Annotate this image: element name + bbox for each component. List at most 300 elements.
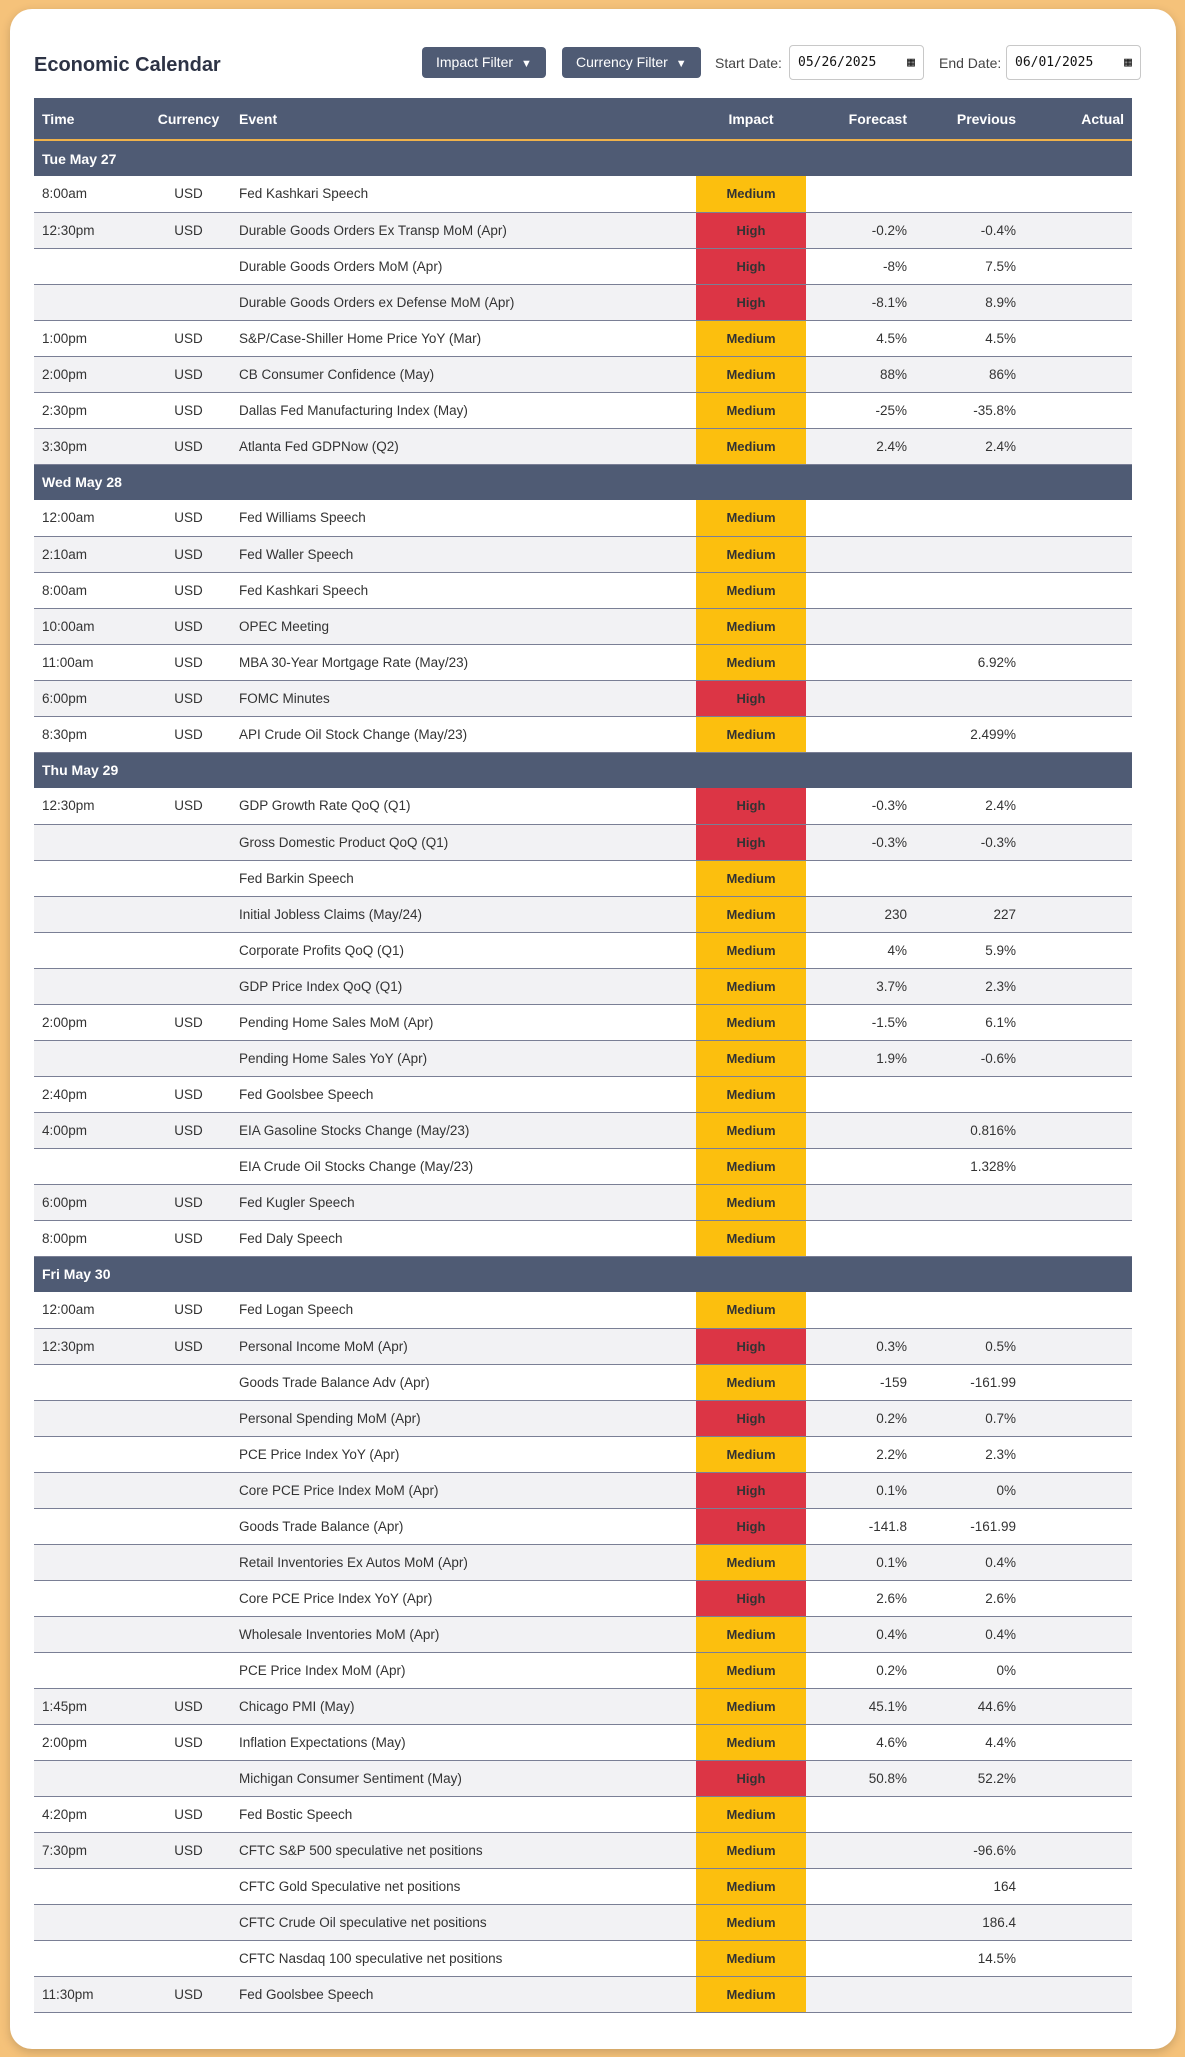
table-row[interactable] xyxy=(34,320,1132,356)
event-previous: -35.8% xyxy=(915,392,1024,428)
event-impact: High xyxy=(696,1328,806,1364)
event-actual xyxy=(1024,1292,1132,1328)
event-time: 12:00am xyxy=(34,500,146,536)
event-impact: Medium xyxy=(696,1904,806,1940)
table-row[interactable] xyxy=(34,1904,1132,1940)
event-previous: 86% xyxy=(915,356,1024,392)
table-row[interactable] xyxy=(34,932,1132,968)
event-name: Fed Kugler Speech xyxy=(231,1184,696,1220)
day-header-row xyxy=(34,140,1132,176)
event-previous: 2.3% xyxy=(915,968,1024,1004)
table-row[interactable] xyxy=(34,1688,1132,1724)
event-previous: 52.2% xyxy=(915,1760,1024,1796)
event-time xyxy=(34,1400,146,1436)
event-time: 10:00am xyxy=(34,608,146,644)
col-currency: Currency xyxy=(146,98,231,140)
event-actual xyxy=(1024,1472,1132,1508)
event-previous: -161.99 xyxy=(915,1364,1024,1400)
event-name: MBA 30-Year Mortgage Rate (May/23) xyxy=(231,644,696,680)
table-row[interactable] xyxy=(34,1796,1132,1832)
event-previous: 0% xyxy=(915,1472,1024,1508)
event-currency xyxy=(146,1508,231,1544)
event-forecast xyxy=(806,1076,915,1112)
event-previous xyxy=(915,176,1024,212)
event-time xyxy=(34,860,146,896)
event-name: Fed Williams Speech xyxy=(231,500,696,536)
event-forecast: 4.6% xyxy=(806,1724,915,1760)
table-row[interactable] xyxy=(34,1616,1132,1652)
event-name: Fed Daly Speech xyxy=(231,1220,696,1256)
event-name: EIA Gasoline Stocks Change (May/23) xyxy=(231,1112,696,1148)
event-currency xyxy=(146,1868,231,1904)
event-name: CFTC Gold Speculative net positions xyxy=(231,1868,696,1904)
event-forecast: 0.2% xyxy=(806,1400,915,1436)
event-name: PCE Price Index YoY (Apr) xyxy=(231,1436,696,1472)
table-row[interactable] xyxy=(34,824,1132,860)
event-time: 11:00am xyxy=(34,644,146,680)
event-actual xyxy=(1024,1760,1132,1796)
event-previous: 186.4 xyxy=(915,1904,1024,1940)
event-currency xyxy=(146,1472,231,1508)
table-row[interactable] xyxy=(34,176,1132,212)
event-currency: USD xyxy=(146,608,231,644)
event-impact: Medium xyxy=(696,1868,806,1904)
event-time: 2:30pm xyxy=(34,392,146,428)
event-forecast: -141.8 xyxy=(806,1508,915,1544)
col-event: Event xyxy=(231,98,696,140)
event-previous xyxy=(915,500,1024,536)
event-actual xyxy=(1024,536,1132,572)
event-impact: Medium xyxy=(696,1148,806,1184)
table-row[interactable] xyxy=(34,1220,1132,1256)
event-previous xyxy=(915,608,1024,644)
event-impact: Medium xyxy=(696,1616,806,1652)
event-forecast xyxy=(806,680,915,716)
table-row[interactable] xyxy=(34,356,1132,392)
event-actual xyxy=(1024,500,1132,536)
event-previous xyxy=(915,1976,1024,2012)
event-currency: USD xyxy=(146,428,231,464)
event-forecast: 2.6% xyxy=(806,1580,915,1616)
event-actual xyxy=(1024,1436,1132,1472)
event-time: 8:00am xyxy=(34,572,146,608)
event-impact: Medium xyxy=(696,1220,806,1256)
event-name: Fed Kashkari Speech xyxy=(231,176,696,212)
event-name: PCE Price Index MoM (Apr) xyxy=(231,1652,696,1688)
event-time: 8:00pm xyxy=(34,1220,146,1256)
event-time xyxy=(34,1760,146,1796)
end-date-input[interactable] xyxy=(1006,45,1141,80)
event-forecast xyxy=(806,1148,915,1184)
event-time xyxy=(34,1364,146,1400)
table-row[interactable] xyxy=(34,392,1132,428)
table-body xyxy=(34,140,1132,2012)
event-time: 2:10am xyxy=(34,536,146,572)
table-header-row xyxy=(34,98,1132,140)
event-name: Fed Waller Speech xyxy=(231,536,696,572)
event-forecast xyxy=(806,860,915,896)
calendar-icon[interactable]: ▦ xyxy=(907,55,915,70)
event-previous: 2.499% xyxy=(915,716,1024,752)
table-row[interactable] xyxy=(34,1724,1132,1760)
event-name: Personal Income MoM (Apr) xyxy=(231,1328,696,1364)
event-actual xyxy=(1024,644,1132,680)
event-actual xyxy=(1024,392,1132,428)
event-name: CB Consumer Confidence (May) xyxy=(231,356,696,392)
event-time: 12:30pm xyxy=(34,1328,146,1364)
event-forecast xyxy=(806,1220,915,1256)
event-currency xyxy=(146,1940,231,1976)
economic-calendar-table xyxy=(34,98,1132,2013)
event-time xyxy=(34,1580,146,1616)
table-row[interactable] xyxy=(34,1400,1132,1436)
table-row[interactable] xyxy=(34,1148,1132,1184)
event-time xyxy=(34,896,146,932)
table-row[interactable] xyxy=(34,1508,1132,1544)
event-currency xyxy=(146,824,231,860)
event-impact: Medium xyxy=(696,1040,806,1076)
event-impact: Medium xyxy=(696,1652,806,1688)
event-actual xyxy=(1024,1868,1132,1904)
table-row[interactable] xyxy=(34,1292,1132,1328)
table-row[interactable] xyxy=(34,860,1132,896)
event-forecast xyxy=(806,500,915,536)
event-actual xyxy=(1024,248,1132,284)
event-impact: High xyxy=(696,1400,806,1436)
event-forecast: -0.3% xyxy=(806,824,915,860)
table-row[interactable] xyxy=(34,1760,1132,1796)
event-impact: High xyxy=(696,248,806,284)
event-currency: USD xyxy=(146,1796,231,1832)
event-currency xyxy=(146,1760,231,1796)
event-actual xyxy=(1024,320,1132,356)
event-currency: USD xyxy=(146,320,231,356)
table-row[interactable] xyxy=(34,284,1132,320)
event-actual xyxy=(1024,1112,1132,1148)
event-impact: Medium xyxy=(696,392,806,428)
event-currency: USD xyxy=(146,788,231,824)
event-time xyxy=(34,1904,146,1940)
table-row[interactable] xyxy=(34,1364,1132,1400)
event-name: Goods Trade Balance Adv (Apr) xyxy=(231,1364,696,1400)
event-forecast xyxy=(806,716,915,752)
event-time xyxy=(34,1508,146,1544)
event-impact: High xyxy=(696,1508,806,1544)
event-time xyxy=(34,284,146,320)
event-time: 1:00pm xyxy=(34,320,146,356)
event-name: Pending Home Sales YoY (Apr) xyxy=(231,1040,696,1076)
event-forecast xyxy=(806,1184,915,1220)
table-row[interactable] xyxy=(34,896,1132,932)
table-row[interactable] xyxy=(34,716,1132,752)
event-currency: USD xyxy=(146,1220,231,1256)
event-actual xyxy=(1024,824,1132,860)
table-row[interactable] xyxy=(34,1472,1132,1508)
event-actual xyxy=(1024,788,1132,824)
event-impact: Medium xyxy=(696,716,806,752)
table-row[interactable] xyxy=(34,1652,1132,1688)
event-time xyxy=(34,248,146,284)
event-actual xyxy=(1024,1688,1132,1724)
event-forecast: -159 xyxy=(806,1364,915,1400)
event-name: OPEC Meeting xyxy=(231,608,696,644)
day-header-row xyxy=(34,464,1132,500)
event-impact: Medium xyxy=(696,1724,806,1760)
event-forecast xyxy=(806,608,915,644)
event-name: EIA Crude Oil Stocks Change (May/23) xyxy=(231,1148,696,1184)
table-row[interactable] xyxy=(34,608,1132,644)
event-impact: High xyxy=(696,1760,806,1796)
table-row[interactable] xyxy=(34,1328,1132,1364)
event-time: 11:30pm xyxy=(34,1976,146,2012)
event-currency: USD xyxy=(146,212,231,248)
event-time: 4:20pm xyxy=(34,1796,146,1832)
table-row[interactable] xyxy=(34,1976,1132,2012)
event-previous: 4.5% xyxy=(915,320,1024,356)
event-actual xyxy=(1024,428,1132,464)
calendar-icon[interactable]: ▦ xyxy=(1124,55,1132,70)
event-forecast: 2.4% xyxy=(806,428,915,464)
event-forecast: -1.5% xyxy=(806,1004,915,1040)
event-impact: Medium xyxy=(696,860,806,896)
event-actual xyxy=(1024,1832,1132,1868)
event-impact: Medium xyxy=(696,1976,806,2012)
event-currency xyxy=(146,1652,231,1688)
table-row[interactable] xyxy=(34,968,1132,1004)
event-previous: 2.4% xyxy=(915,428,1024,464)
table-row[interactable] xyxy=(34,1184,1132,1220)
event-previous xyxy=(915,1220,1024,1256)
event-forecast xyxy=(806,644,915,680)
event-previous: 164 xyxy=(915,1868,1024,1904)
event-time: 2:00pm xyxy=(34,1724,146,1760)
table-row[interactable] xyxy=(34,1580,1132,1616)
event-name: GDP Growth Rate QoQ (Q1) xyxy=(231,788,696,824)
event-time xyxy=(34,1652,146,1688)
event-actual xyxy=(1024,1544,1132,1580)
event-actual xyxy=(1024,608,1132,644)
start-date-value: 05/26/2025 xyxy=(798,55,877,70)
event-impact: High xyxy=(696,284,806,320)
event-previous xyxy=(915,1076,1024,1112)
event-actual xyxy=(1024,1976,1132,2012)
event-previous: 0.4% xyxy=(915,1616,1024,1652)
event-time xyxy=(34,1868,146,1904)
event-forecast xyxy=(806,1868,915,1904)
event-currency xyxy=(146,284,231,320)
event-name: Durable Goods Orders Ex Transp MoM (Apr) xyxy=(231,212,696,248)
event-impact: Medium xyxy=(696,1112,806,1148)
event-forecast: 0.4% xyxy=(806,1616,915,1652)
event-name: Corporate Profits QoQ (Q1) xyxy=(231,932,696,968)
event-previous: 227 xyxy=(915,896,1024,932)
event-name: Dallas Fed Manufacturing Index (May) xyxy=(231,392,696,428)
event-previous xyxy=(915,1184,1024,1220)
event-impact: Medium xyxy=(696,1292,806,1328)
event-name: CFTC Crude Oil speculative net positions xyxy=(231,1904,696,1940)
event-name: Michigan Consumer Sentiment (May) xyxy=(231,1760,696,1796)
event-forecast xyxy=(806,1292,915,1328)
table-row[interactable] xyxy=(34,1940,1132,1976)
event-impact: Medium xyxy=(696,1004,806,1040)
table-row[interactable] xyxy=(34,1112,1132,1148)
event-name: Fed Barkin Speech xyxy=(231,860,696,896)
event-name: Personal Spending MoM (Apr) xyxy=(231,1400,696,1436)
event-impact: Medium xyxy=(696,1076,806,1112)
event-impact: Medium xyxy=(696,356,806,392)
event-actual xyxy=(1024,1724,1132,1760)
event-name: Fed Bostic Speech xyxy=(231,1796,696,1832)
event-previous: -0.6% xyxy=(915,1040,1024,1076)
event-actual xyxy=(1024,860,1132,896)
event-impact: High xyxy=(696,1580,806,1616)
start-date-input[interactable] xyxy=(789,45,924,80)
event-name: Durable Goods Orders MoM (Apr) xyxy=(231,248,696,284)
event-previous: 2.4% xyxy=(915,788,1024,824)
event-previous: -96.6% xyxy=(915,1832,1024,1868)
table-row[interactable] xyxy=(34,572,1132,608)
event-name: CFTC Nasdaq 100 speculative net positions xyxy=(231,1940,696,1976)
table-row[interactable] xyxy=(34,1040,1132,1076)
event-currency: USD xyxy=(146,1832,231,1868)
event-impact: Medium xyxy=(696,1364,806,1400)
event-forecast xyxy=(806,572,915,608)
event-forecast xyxy=(806,536,915,572)
event-currency xyxy=(146,1544,231,1580)
event-previous xyxy=(915,536,1024,572)
event-actual xyxy=(1024,1004,1132,1040)
event-actual xyxy=(1024,968,1132,1004)
event-impact: Medium xyxy=(696,896,806,932)
table-row[interactable] xyxy=(34,428,1132,464)
table-row[interactable] xyxy=(34,1436,1132,1472)
event-name: Goods Trade Balance (Apr) xyxy=(231,1508,696,1544)
event-previous xyxy=(915,860,1024,896)
event-forecast: 45.1% xyxy=(806,1688,915,1724)
event-actual xyxy=(1024,932,1132,968)
impact-filter-button[interactable] xyxy=(422,47,546,78)
end-date-value: 06/01/2025 xyxy=(1015,55,1094,70)
event-currency: USD xyxy=(146,1328,231,1364)
table-row[interactable] xyxy=(34,536,1132,572)
event-previous: -0.4% xyxy=(915,212,1024,248)
table-row[interactable] xyxy=(34,788,1132,824)
event-currency: USD xyxy=(146,1976,231,2012)
event-time: 2:00pm xyxy=(34,1004,146,1040)
event-actual xyxy=(1024,1400,1132,1436)
event-forecast: 4.5% xyxy=(806,320,915,356)
event-name: Initial Jobless Claims (May/24) xyxy=(231,896,696,932)
event-forecast: 2.2% xyxy=(806,1436,915,1472)
event-previous: 6.92% xyxy=(915,644,1024,680)
event-time xyxy=(34,1472,146,1508)
event-currency: USD xyxy=(146,1004,231,1040)
event-currency: USD xyxy=(146,1184,231,1220)
event-forecast xyxy=(806,1112,915,1148)
event-impact: Medium xyxy=(696,608,806,644)
event-currency: USD xyxy=(146,1112,231,1148)
event-impact: Medium xyxy=(696,1436,806,1472)
event-previous: 5.9% xyxy=(915,932,1024,968)
table-row[interactable] xyxy=(34,500,1132,536)
event-time xyxy=(34,932,146,968)
event-forecast: -25% xyxy=(806,392,915,428)
table-row[interactable] xyxy=(34,680,1132,716)
event-name: Core PCE Price Index MoM (Apr) xyxy=(231,1472,696,1508)
event-actual xyxy=(1024,176,1132,212)
event-currency xyxy=(146,932,231,968)
currency-filter-button[interactable] xyxy=(562,47,701,78)
start-date-label: Start Date: xyxy=(715,55,782,71)
event-actual xyxy=(1024,1940,1132,1976)
event-actual xyxy=(1024,1616,1132,1652)
event-impact: Medium xyxy=(696,1544,806,1580)
event-forecast xyxy=(806,1976,915,2012)
event-forecast: 3.7% xyxy=(806,968,915,1004)
event-impact: Medium xyxy=(696,572,806,608)
event-actual xyxy=(1024,1796,1132,1832)
event-currency xyxy=(146,1616,231,1652)
event-actual xyxy=(1024,1076,1132,1112)
event-actual xyxy=(1024,1904,1132,1940)
table-row[interactable] xyxy=(34,1544,1132,1580)
col-actual: Actual xyxy=(1024,98,1132,140)
event-previous xyxy=(915,1796,1024,1832)
event-forecast xyxy=(806,176,915,212)
event-time xyxy=(34,968,146,1004)
event-time: 3:30pm xyxy=(34,428,146,464)
event-forecast: 0.3% xyxy=(806,1328,915,1364)
table-row[interactable] xyxy=(34,212,1132,248)
event-previous: -161.99 xyxy=(915,1508,1024,1544)
end-date-label: End Date: xyxy=(939,55,1002,71)
event-currency: USD xyxy=(146,500,231,536)
event-name: S&P/Case-Shiller Home Price YoY (Mar) xyxy=(231,320,696,356)
event-forecast: -8% xyxy=(806,248,915,284)
event-actual xyxy=(1024,284,1132,320)
event-currency: USD xyxy=(146,680,231,716)
event-forecast: -8.1% xyxy=(806,284,915,320)
event-forecast xyxy=(806,1904,915,1940)
event-currency xyxy=(146,1400,231,1436)
event-name: Fed Goolsbee Speech xyxy=(231,1976,696,2012)
event-actual xyxy=(1024,1184,1132,1220)
event-time xyxy=(34,1544,146,1580)
event-currency xyxy=(146,896,231,932)
event-previous: 0.816% xyxy=(915,1112,1024,1148)
event-currency xyxy=(146,860,231,896)
table-row[interactable] xyxy=(34,644,1132,680)
event-name: Pending Home Sales MoM (Apr) xyxy=(231,1004,696,1040)
table-row[interactable] xyxy=(34,1868,1132,1904)
table-row[interactable] xyxy=(34,1076,1132,1112)
event-impact: Medium xyxy=(696,1796,806,1832)
event-actual xyxy=(1024,1508,1132,1544)
event-forecast: 50.8% xyxy=(806,1760,915,1796)
event-actual xyxy=(1024,1580,1132,1616)
event-forecast: 88% xyxy=(806,356,915,392)
day-label: Tue May 27 xyxy=(42,150,117,167)
table-row[interactable] xyxy=(34,248,1132,284)
day-label: Thu May 29 xyxy=(42,762,119,779)
event-name: Retail Inventories Ex Autos MoM (Apr) xyxy=(231,1544,696,1580)
table-row[interactable] xyxy=(34,1004,1132,1040)
table-row[interactable] xyxy=(34,1832,1132,1868)
event-time: 2:40pm xyxy=(34,1076,146,1112)
caret-down-icon: ▼ xyxy=(521,58,532,70)
event-name: API Crude Oil Stock Change (May/23) xyxy=(231,716,696,752)
page-title: Economic Calendar xyxy=(34,54,221,76)
